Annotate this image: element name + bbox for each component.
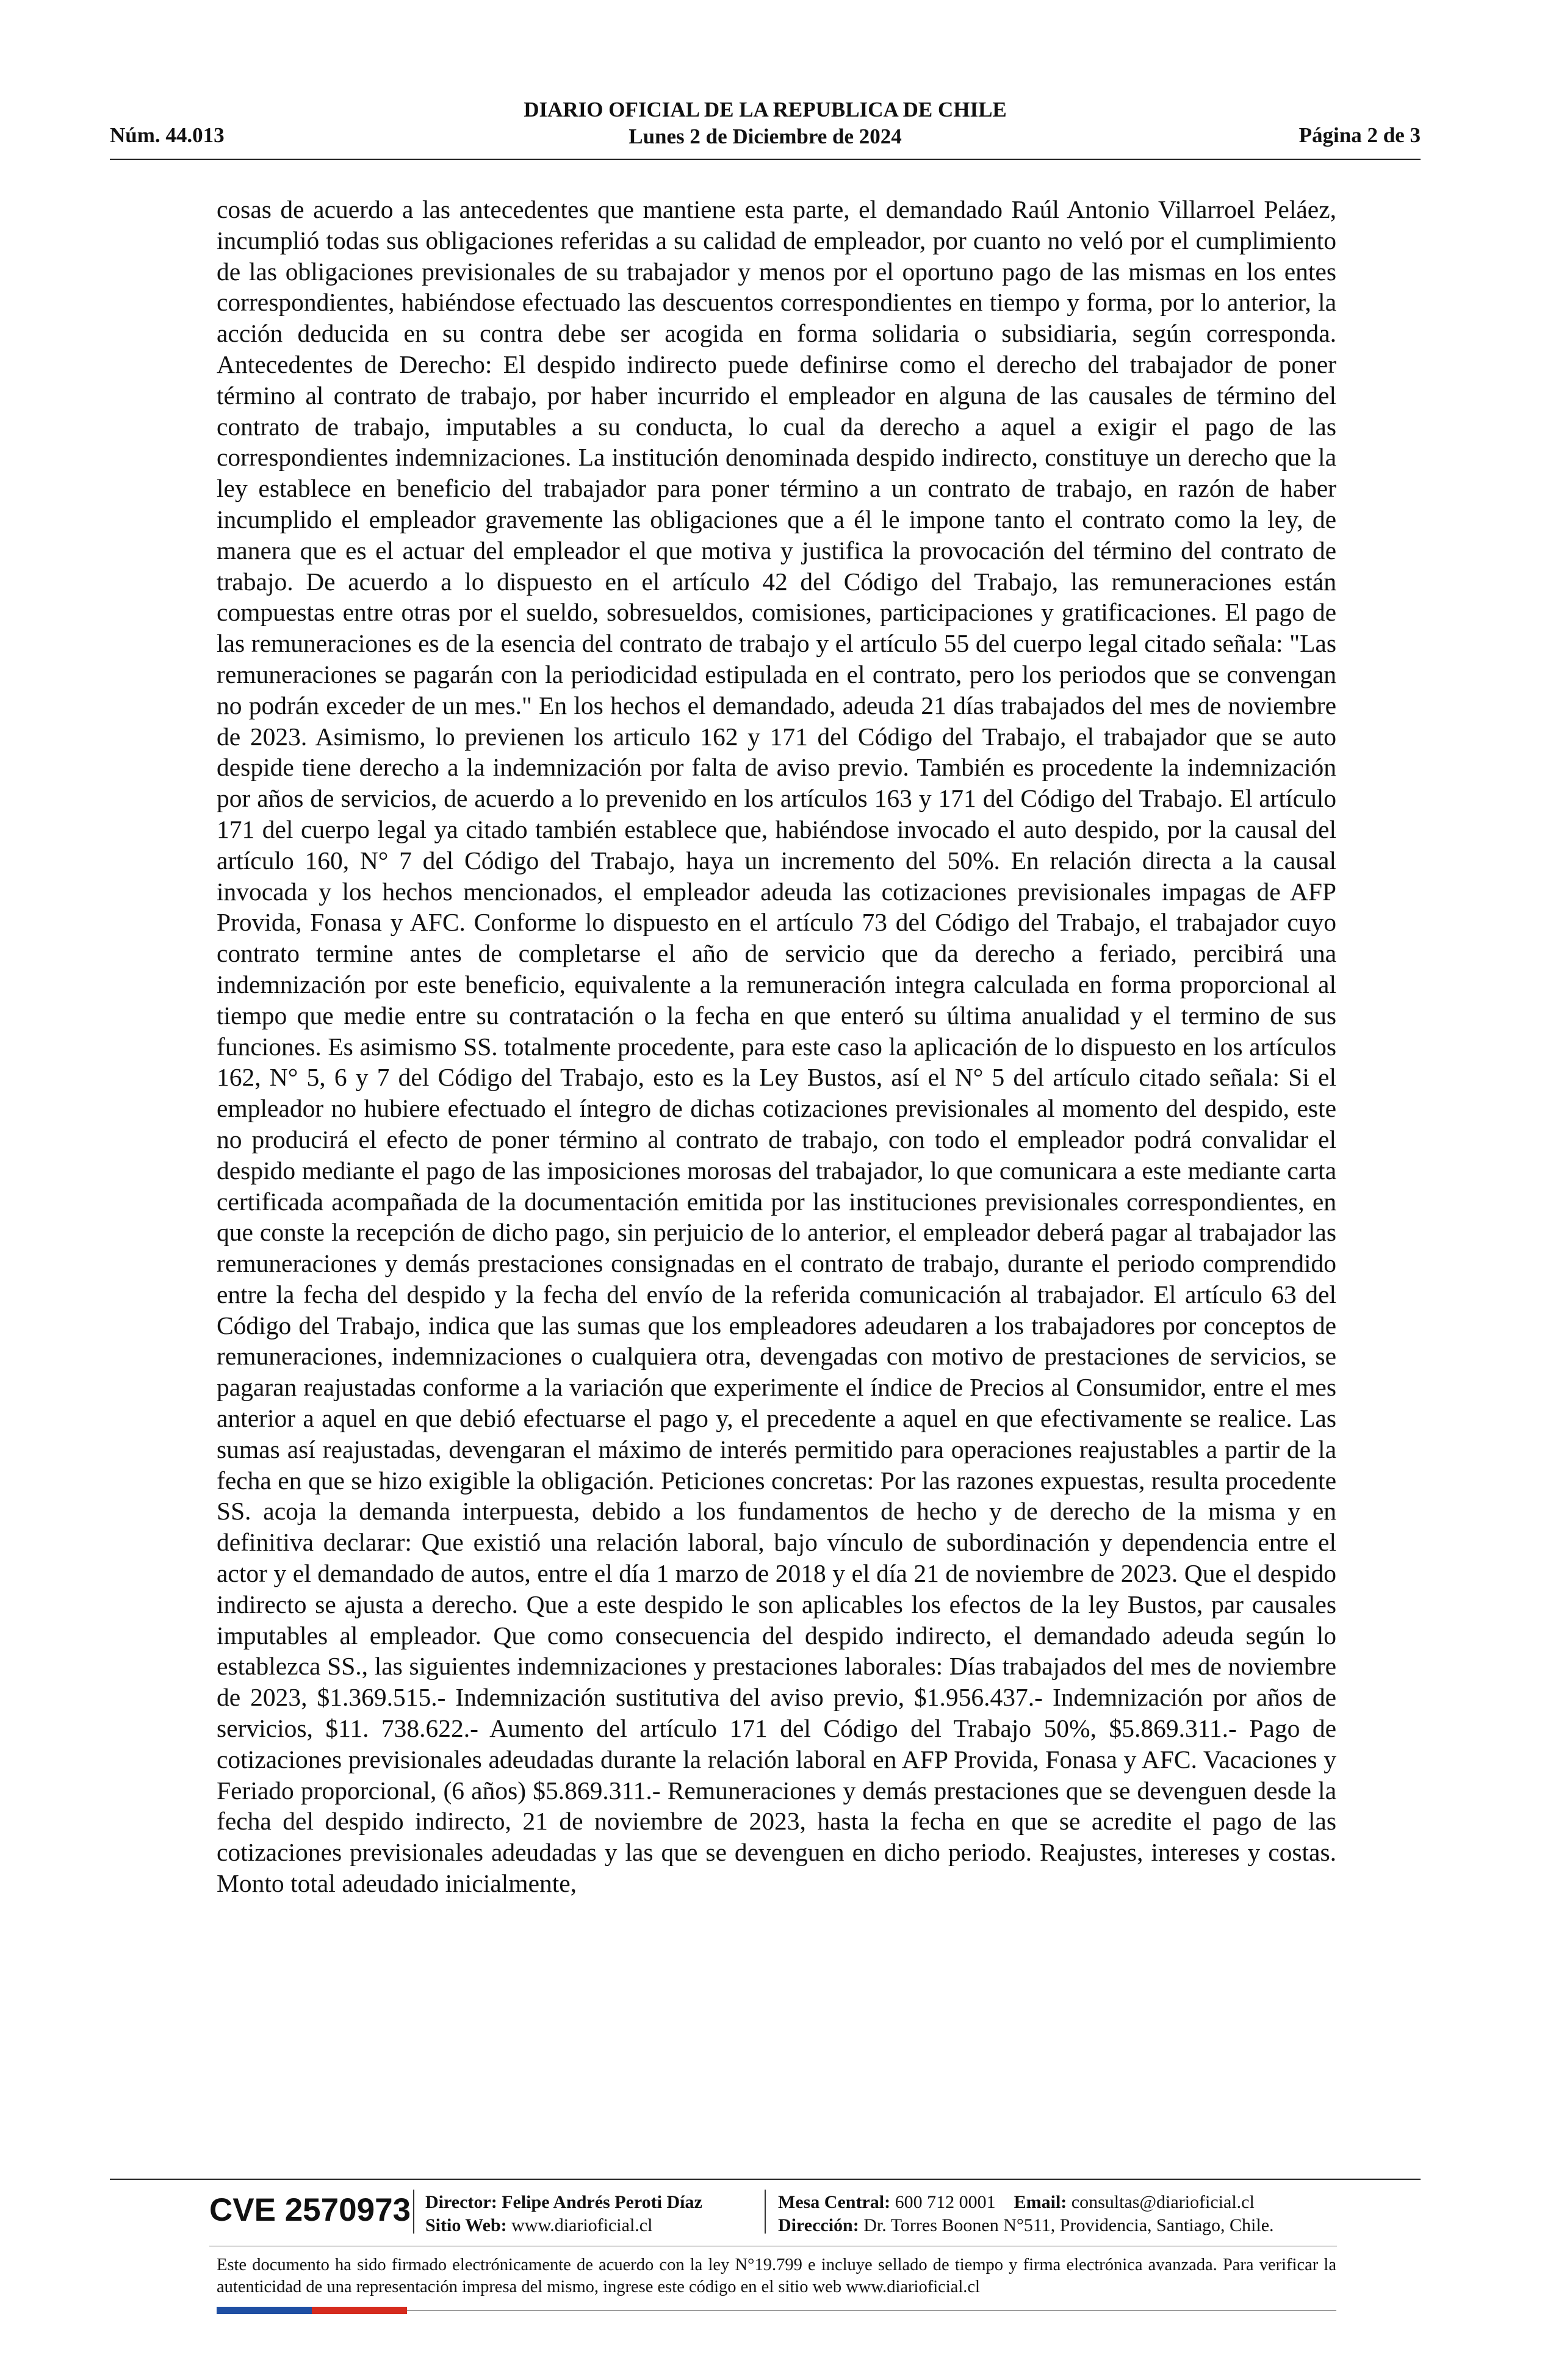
phone-number: 600 712 0001 (895, 2192, 996, 2212)
address-text: Dr. Torres Boonen N°511, Providencia, Santiago, Chile. (863, 2215, 1274, 2235)
director-label: Director: (425, 2192, 497, 2212)
footer-divider-top (110, 2179, 1421, 2180)
website-line (425, 2214, 702, 2237)
flag-blue-band (217, 2307, 312, 2314)
address-label: Dirección: (778, 2215, 859, 2235)
website-link[interactable]: www.diarioficial.cl (511, 2215, 653, 2235)
issue-number: Núm. 44.013 (110, 123, 225, 147)
cve-code: CVE 2570973 (209, 2192, 411, 2228)
chile-flag-stripe (217, 2307, 407, 2314)
page-number: Página 2 de 3 (1298, 123, 1421, 147)
director-line (425, 2191, 702, 2214)
email-label: Email: (1014, 2192, 1067, 2212)
director-name: Felipe Andrés Peroti Díaz (502, 2192, 702, 2212)
footer-separator (765, 2190, 766, 2234)
flag-red-band (312, 2307, 407, 2314)
document-body: cosas de acuerdo a las antecedentes que mantiene esta parte, el demandado Raúl Antonio Villarroel Peláez, incumplió todas sus obligaciones referidas a su calidad de empleador, por cuanto no veló por el cumplimiento de las obligaciones previsionales de su trabajador y menos por el oportuno pago de las mismas en los entes correspondientes, habiéndose efectuado las descuentos correspondientes en tiempo y forma, por lo anterior, la acción deducida en su contra debe ser acogida en forma solidaria o subsidiaria, según corresponda. Antecedentes de Derecho: El despido indirecto puede definirse como el derecho del trabajador de poner término al contrato de trabajo, por haber incurrido el empleador en alguna de las causales de término del contrato de trabajo, imputables a su conducta, lo cual da derecho a aquel a exigir el pago de las correspondientes indemnizaciones. La institución denominada despido indirecto, constituye un derecho que la ley establece en beneficio del trabajador para poner término a un contrato de trabajo, en razón de haber incumplido el empleador gravemente las obligaciones que a él le impone tanto el contrato como la ley, de manera que es el actuar del empleador el que motiva y justifica la provocación del término del contrato de trabajo. De acuerdo a lo dispuesto en el artículo 42 del Código del Trabajo, las remuneraciones están compuestas entre otras por el sueldo, sobresueldos, comisiones, participaciones y gratificaciones. El pago de las remuneraciones es de la esencia del contrato de trabajo y el artículo 55 del cuerpo legal citado señala: "Las remuneraciones se pagarán con la periodicidad estipulada en el contrato, pero los periodos que se convengan no podrán exceder de un mes." En los hechos el demandado, adeuda 21 días trabajados del mes de noviembre de 2023. Asimismo, lo previenen los articulo 162 y 171 del Código del Trabajo, el trabajador que se auto despide tiene derecho a la indemnización por falta de aviso previo. También es procedente la indemnización por años de servicios, de acuerdo a lo prevenido en los artículos 163 y 171 del Código del Trabajo. El artículo 171 del cuerpo legal ya citado también establece que, habiéndose invocado el auto despido, por la causal del artículo 160, N° 7 del Código del Trabajo, haya un incremento del 50%. En relación directa a la causal invocada y los hechos mencionados, el empleador adeuda las cotizaciones previsionales impagas de AFP Provida, Fonasa y AFC. Conforme lo dispuesto en el artículo 73 del Código del Trabajo, el trabajador cuyo contrato termine antes de completarse el año de servicio que da derecho a feriado, percibirá una indemnización por este beneficio, equivalente a la remuneración integra calculada en forma proporcional al tiempo que medie entre su contratación o la fecha en que enteró su última anualidad y el termino de sus funciones. Es asimismo SS. totalmente procedente, para este caso la aplicación de lo dispuesto en los artículos 162, N° 5, 6 y 7 del Código del Trabajo, esto es la Ley Bustos, así el N° 5 del artículo citado señala: Si el empleador no hubiere efectuado el íntegro de dichas cotizaciones previsionales al momento del despido, este no producirá el efecto de poner término al contrato de trabajo, con todo el empleador podrá convalidar el despido mediante el pago de las imposiciones morosas del trabajador, lo que comunicara a este mediante carta certificada acompañada de la documentación emitida por las instituciones previsionales correspondientes, en que conste la recepción de dicho pago, sin perjuicio de lo anterior, el empleador deberá pagar al trabajador las remuneraciones y demás prestaciones consignadas en el contrato de trabajo, durante el periodo comprendido entre la fecha del despido y la fecha del envío de la referida comunicación al trabajador. El artículo 63 del Código del Trabajo, indica que las sumas que los empleadores adeudaren a los trabajadores por conceptos de remuneraciones, indemnizaciones o cualquiera otra, devengadas con motivo de prestaciones de servicios, se pagaran reajustadas conforme a la variación que experimente el índice de Precios al Consumidor, entre el mes anterior a aquel en que debió efectuarse el pago y, el precedente a aquel en que efectivamente se realice. Las sumas así reajustadas, devengaran el máximo de interés permitido para operaciones reajustables a partir de la fecha en que se hizo exigible la obligación. Peticiones concretas: Por las razones expuestas, resulta procedente SS. acoja la demanda interpuesta, debido a los fundamentos de hecho y de derecho de la misma y en definitiva declarar: Que existió una relación laboral, bajo vínculo de subordinación y dependencia entre el actor y el demandado de autos, entre el día 1 marzo de 2018 y el día 21 de noviembre de 2023. Que el despido indirecto se ajusta a derecho. Que a este despido le son aplicables los efectos de la ley Bustos, par causales imputables al empleador. Que como consecuencia del despido indirecto, el demandado adeuda según lo establezca SS., las siguientes indemnizaciones y prestaciones laborales: Días trabajados del mes de noviembre de 2023, $1.369.515.- Indemnización sustitutiva del aviso previo, $1.956.437.- Indemnización por años de servicios, $11. 738.622.- Aumento del artículo 171 del Código del Trabajo 50%, $5.869.311.- Pago de cotizaciones previsionales adeudadas durante la relación laboral en AFP Provida, Fonasa y AFC. Vacaciones y Feriado proporcional, (6 años) $5.869.311.- Remuneraciones y demás prestaciones que se devenguen desde la fecha del despido indirecto, 21 de noviembre de 2023, hasta la fecha en que se acredite el pago de las cotizaciones previsionales adeudadas y las que se devenguen en dicho periodo. Reajustes, intereses y costas. Monto total adeudado inicialmente, (217, 195, 1336, 1898)
header-divider (110, 159, 1421, 160)
email-link[interactable]: consultas@diarioficial.cl (1071, 2192, 1255, 2212)
contact-line (778, 2191, 1274, 2214)
page-header (110, 93, 1421, 159)
publication-masthead (110, 96, 1421, 150)
address-line (778, 2214, 1274, 2237)
legal-notice: Este documento ha sido firmado electrónicamente de acuerdo con la ley N°19.799 e incluye sellado de tiempo y firma electrónica avanzada. Para verificar la autenticidad de una representación impresa del mismo, ingrese este código en el sitio web www.diarioficial.cl (217, 2256, 1336, 2296)
footer-divider-bottom (407, 2310, 1336, 2311)
footer-contact-block (778, 2191, 1274, 2237)
footer-separator (413, 2190, 414, 2234)
footer-director-block (425, 2191, 702, 2237)
phone-label: Mesa Central: (778, 2192, 891, 2212)
publication-title: DIARIO OFICIAL DE LA REPUBLICA DE CHILE (524, 98, 1007, 121)
website-label: Sitio Web: (425, 2215, 507, 2235)
publication-date: Lunes 2 de Diciembre de 2024 (629, 124, 902, 148)
